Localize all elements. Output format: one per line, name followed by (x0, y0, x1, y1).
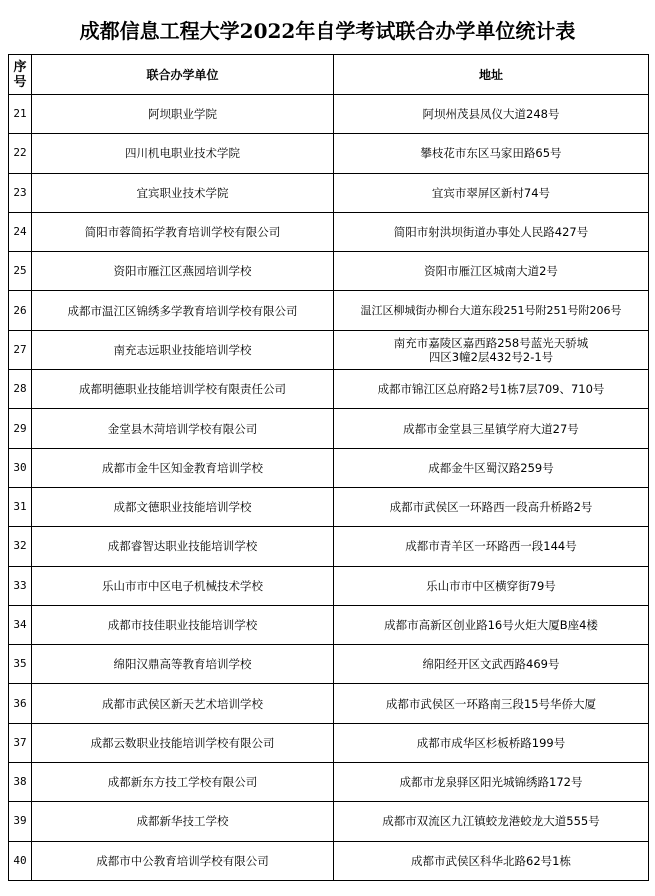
row-address-line2: 四区3幢2层432号2-1号 (428, 349, 554, 364)
row-unit: 绵阳汉鼎高等教育培训学校 (32, 645, 334, 684)
table-row (9, 763, 649, 802)
table-row (9, 370, 649, 409)
row-address-line1: 乐山市市中区横穿街79号 (426, 578, 556, 593)
row-seq: 22 (9, 134, 32, 173)
row-seq: 24 (9, 212, 32, 251)
table-row (9, 841, 649, 880)
row-address-line1: 成都市金堂县三星镇学府大道27号 (403, 421, 579, 436)
row-unit: 资阳市雁江区燕园培训学校 (32, 252, 334, 291)
row-unit: 成都市金牛区知金教育培训学校 (32, 448, 334, 487)
row-address-line1: 成都市武侯区一环路西一段高升桥路2号 (389, 500, 593, 515)
row-unit: 宜宾职业技术学院 (32, 173, 334, 212)
row-seq: 21 (9, 95, 32, 134)
table-row (9, 645, 649, 684)
row-seq: 33 (9, 566, 32, 605)
table-header-row (9, 55, 649, 95)
row-address (334, 134, 649, 173)
row-address (334, 330, 649, 369)
row-unit: 四川机电职业技术学院 (32, 134, 334, 173)
row-address-line1: 宜宾市翠屏区新村74号 (431, 185, 551, 200)
page-title: 成都信息工程大学2022年自学考试联合办学单位统计表 (79, 19, 576, 43)
row-address-line1: 攀枝花市东区马家田路65号 (420, 146, 562, 161)
row-address-line1: 成都市锦江区总府路2号1栋7层709、710号 (377, 382, 605, 397)
row-address-line1: 资阳市雁江区城南大道2号 (424, 264, 558, 279)
table-row (9, 723, 649, 762)
row-seq: 34 (9, 605, 32, 644)
table-row (9, 409, 649, 448)
row-seq: 35 (9, 645, 32, 684)
row-address-line1: 成都金牛区蜀汉路259号 (428, 460, 554, 475)
row-unit: 成都市技佳职业技能培训学校 (32, 605, 334, 644)
table-row (9, 802, 649, 841)
row-seq: 25 (9, 252, 32, 291)
row-unit: 成都市武侯区新天艺术培训学校 (32, 684, 334, 723)
joint-school-units-table (8, 54, 649, 881)
row-seq: 23 (9, 173, 32, 212)
row-address (334, 645, 649, 684)
row-address-line1: 成都市青羊区一环路西一段144号 (405, 539, 577, 554)
row-unit: 成都文德职业技能培训学校 (32, 487, 334, 526)
row-address (334, 566, 649, 605)
row-address-line1: 成都市双流区九江镇蛟龙港蛟龙大道555号 (382, 814, 600, 829)
row-seq: 32 (9, 527, 32, 566)
row-address (334, 487, 649, 526)
row-address (334, 252, 649, 291)
row-address (334, 802, 649, 841)
row-address (334, 291, 649, 330)
row-seq: 27 (9, 330, 32, 369)
row-seq: 39 (9, 802, 32, 841)
table-row (9, 330, 649, 369)
row-address-line1: 成都市龙泉驿区阳光城锦绣路172号 (399, 775, 583, 790)
row-seq: 26 (9, 291, 32, 330)
table-body (9, 95, 649, 881)
row-address (334, 95, 649, 134)
table-row (9, 605, 649, 644)
row-unit: 简阳市蓉简拓学教育培训学校有限公司 (32, 212, 334, 251)
row-unit: 南充志远职业技能培训学校 (32, 330, 334, 369)
table-row (9, 212, 649, 251)
row-address (334, 370, 649, 409)
table-row (9, 173, 649, 212)
row-seq: 40 (9, 841, 32, 880)
row-unit: 成都市中公教育培训学校有限公司 (32, 841, 334, 880)
row-address-line1: 成都市高新区创业路16号火炬大厦B座4楼 (384, 618, 598, 632)
row-seq: 36 (9, 684, 32, 723)
row-unit: 成都市温江区锦绣多学教育培训学校有限公司 (32, 291, 334, 330)
row-address (334, 448, 649, 487)
header-seq-line1: 序 (13, 59, 27, 75)
row-address-line1: 温江区柳城街办柳台大道东段251号附251号附206号 (360, 303, 622, 317)
row-address (334, 723, 649, 762)
row-unit: 成都睿智达职业技能培训学校 (32, 527, 334, 566)
row-address-line1: 绵阳经开区文武西路469号 (422, 657, 560, 672)
table-row (9, 566, 649, 605)
row-address (334, 527, 649, 566)
row-address-line1: 南充市嘉陵区嘉西路258号蓝光天骄城 (393, 335, 589, 350)
row-address (334, 212, 649, 251)
row-seq: 37 (9, 723, 32, 762)
row-address-line1: 阿坝州茂县凤仪大道248号 (422, 107, 560, 122)
row-unit: 成都新东方技工学校有限公司 (32, 763, 334, 802)
row-address-line1: 简阳市射洪坝街道办事处人民路427号 (393, 225, 589, 240)
row-seq: 38 (9, 763, 32, 802)
row-address-line1: 成都市成华区杉板桥路199号 (416, 735, 566, 750)
header-seq-line2: 号 (13, 74, 27, 90)
table-row (9, 448, 649, 487)
header-seq (9, 55, 32, 95)
row-address (334, 605, 649, 644)
row-address (334, 173, 649, 212)
row-unit: 成都明德职业技能培训学校有限责任公司 (32, 370, 334, 409)
row-seq: 30 (9, 448, 32, 487)
table-row (9, 95, 649, 134)
row-unit: 金堂县木菏培训学校有限公司 (32, 409, 334, 448)
row-address (334, 763, 649, 802)
row-seq: 28 (9, 370, 32, 409)
row-address (334, 409, 649, 448)
header-address: 地址 (334, 55, 649, 95)
row-address (334, 684, 649, 723)
row-address-line1: 成都市武侯区科华北路62号1栋 (411, 853, 571, 868)
table-row (9, 684, 649, 723)
table-row (9, 487, 649, 526)
row-address-line1: 成都市武侯区一环路南三段15号华侨大厦 (385, 696, 597, 711)
header-unit: 联合办学单位 (32, 55, 334, 95)
row-unit: 成都新华技工学校 (32, 802, 334, 841)
table-row (9, 527, 649, 566)
row-seq: 29 (9, 409, 32, 448)
row-seq: 31 (9, 487, 32, 526)
row-unit: 阿坝职业学院 (32, 95, 334, 134)
row-address (334, 841, 649, 880)
table-row (9, 291, 649, 330)
table-row (9, 134, 649, 173)
row-unit: 乐山市市中区电子机械技术学校 (32, 566, 334, 605)
table-row (9, 252, 649, 291)
row-unit: 成都云数职业技能培训学校有限公司 (32, 723, 334, 762)
